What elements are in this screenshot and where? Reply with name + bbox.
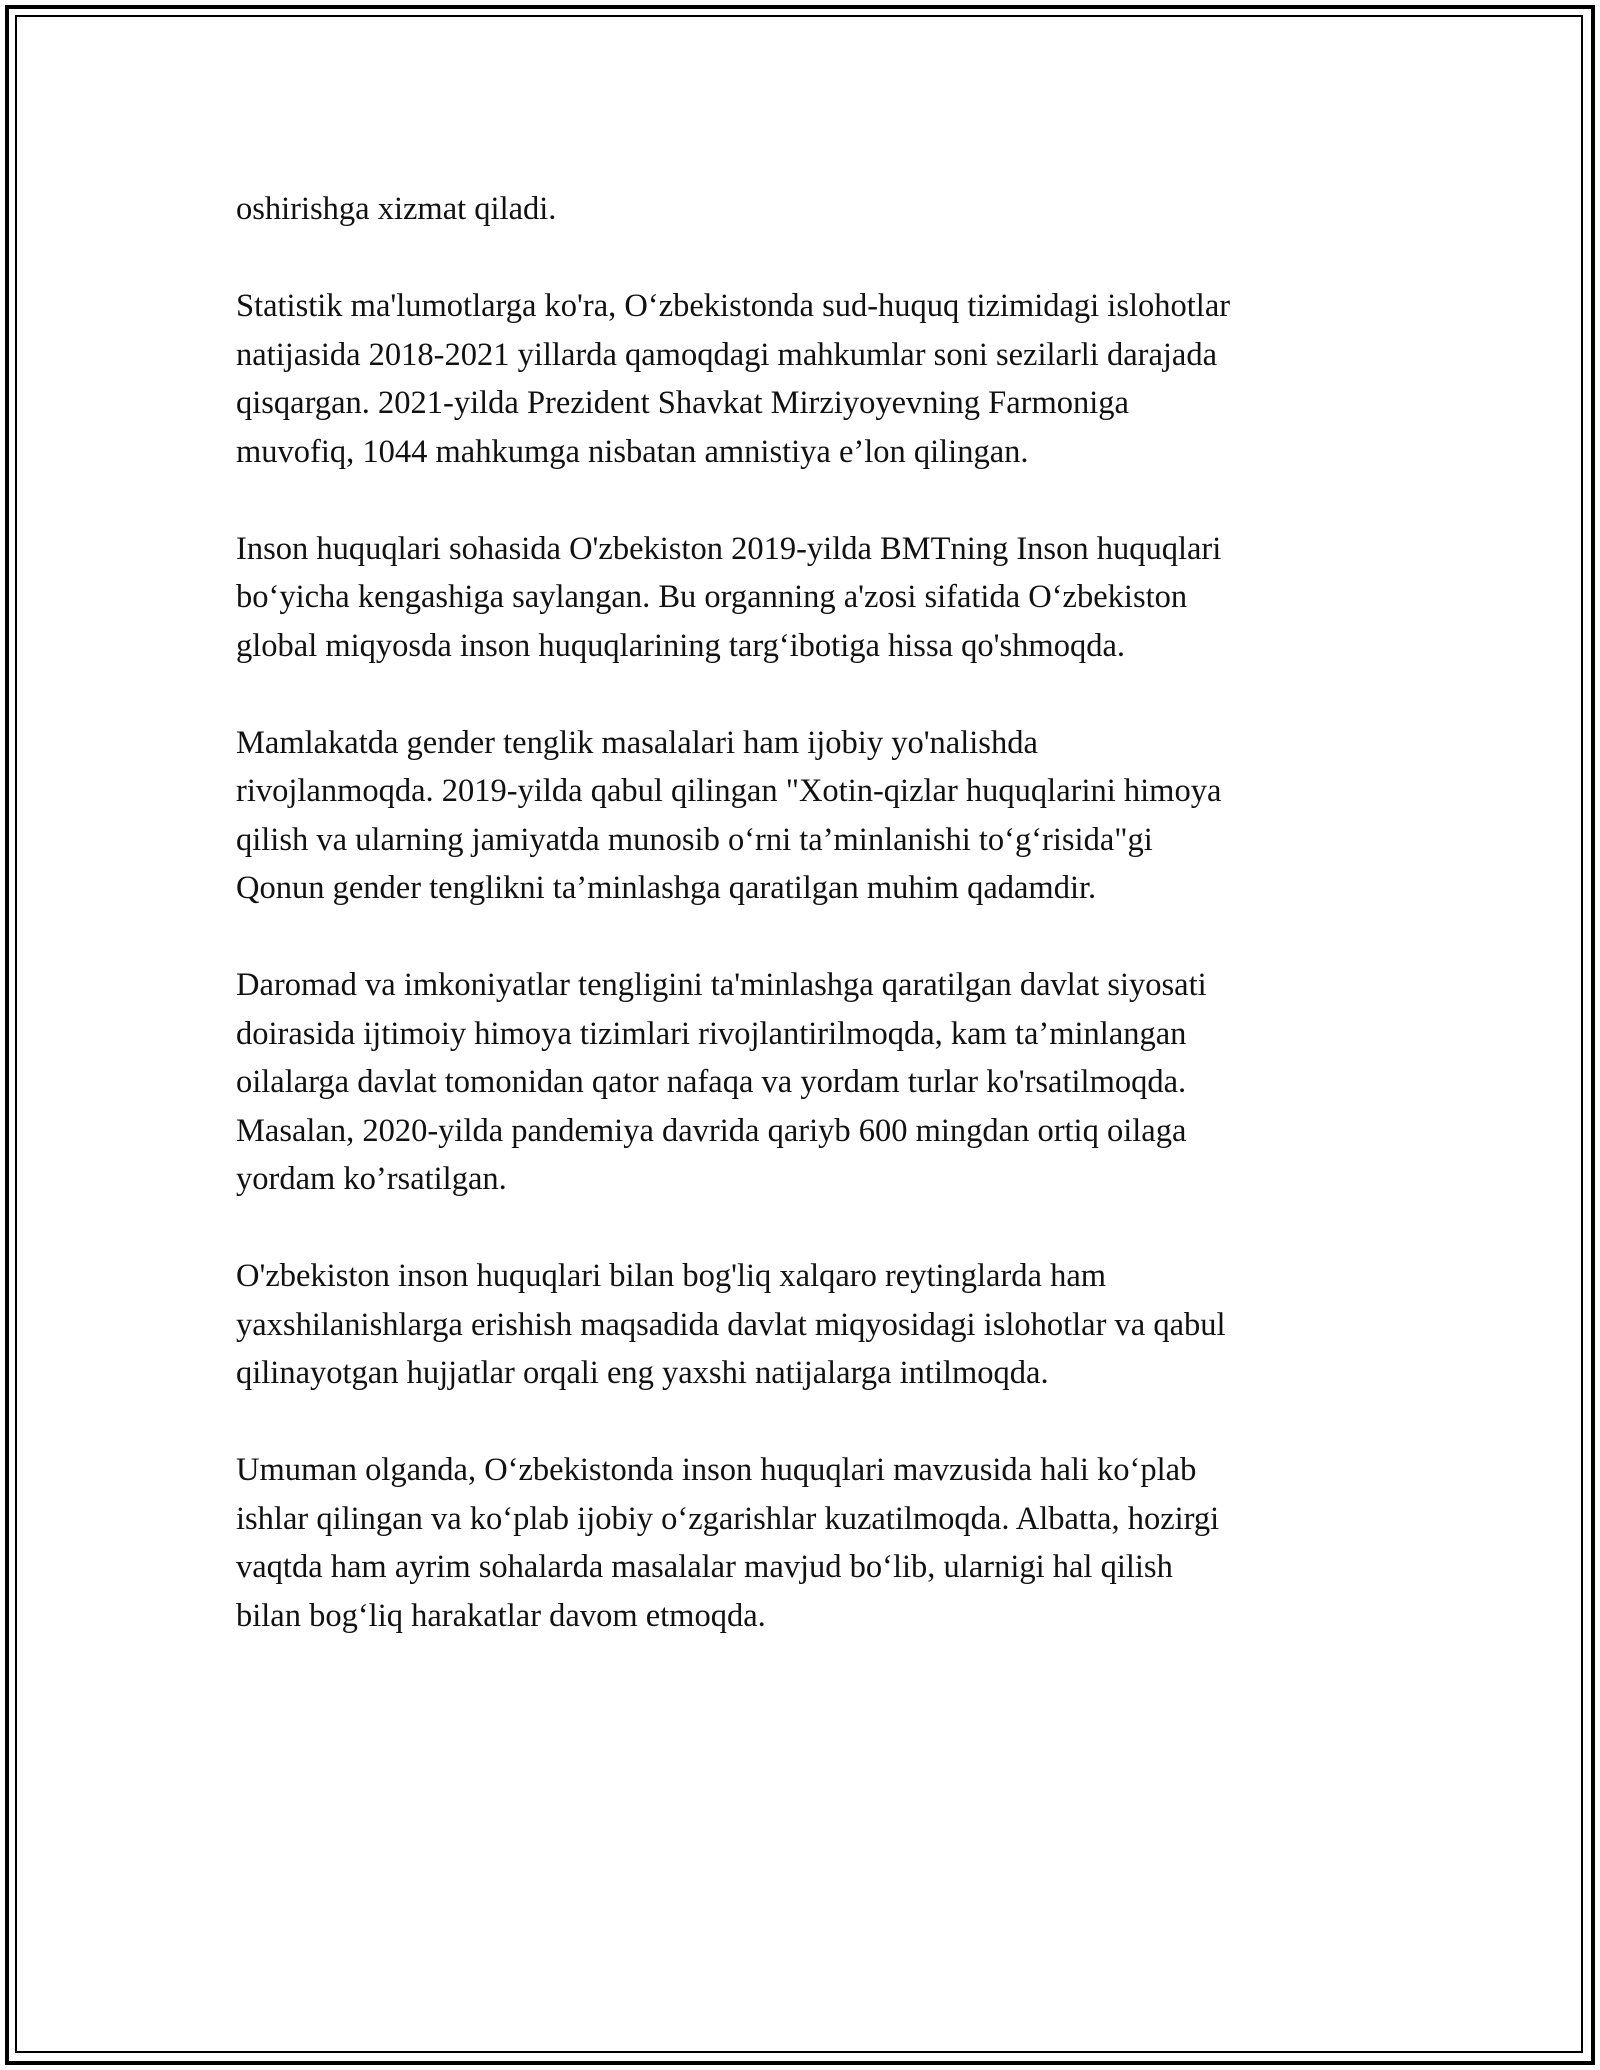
- paragraph-social-protection: Daromad va imkoniyatlar tengligini ta'minlashga qaratilgan davlat siyosati doirasida ijtimoiy himoya tizimlari rivojlantirilmoqda, kam ta’minlangan oilalarga davlat tomonidan qator nafaqa va yordam turlar ko'rsatilmoqda. Masalan, 2020-yilda pandemiya davrida qariyb 600 mingdan ortiq oilaga yordam ko’rsatilgan.: [236, 967, 1207, 1197]
- paragraph-continuation: oshirishga xizmat qiladi.: [236, 191, 557, 227]
- document-body: [236, 185, 1386, 1689]
- paragraph-conclusion: Umuman olganda, O‘zbekistonda inson huquqlari mavzusida hali ko‘plab ishlar qilingan va ko‘plab ijobiy o‘zgarishlar kuzatilmoqda. Albatta, hozirgi vaqtda ham ayrim sohalarda masalalar mavjud bo‘lib, ularnigi hal qilish bilan bog‘liq harakatlar davom etmoqda.: [236, 1452, 1220, 1634]
- paragraph-international-ratings: O'zbekiston inson huquqlari bilan bog'liq xalqaro reytinglarda ham yaxshilanishlarga erishish maqsadida davlat miqyosidagi islohotlar va qabul qilinayotgan hujjatlar orqali eng yaxshi natijalarga intilmoqda.: [236, 1258, 1226, 1391]
- paragraph-un-council: Inson huquqlari sohasida O'zbekiston 2019-yilda BMTning Inson huquqlari bo‘yicha kengashiga saylangan. Bu organning a'zosi sifatida O‘zbekiston global miqyosda inson huquqlarining targ‘ibotiga hissa qo'shmoqda.: [236, 530, 1222, 664]
- paragraph-statistics: Statistik ma'lumotlarga ko'ra, O‘zbekistonda sud-huquq tizimidagi islohotlar natijasida 2018-2021 yillarda qamoqdagi mahkumlar soni sezilarli darajada qisqargan. 2021-yilda Prezident Shavkat Mirziyoyevning Farmoniga muvofiq, 1044 mahkumga nisbatan amnistiya e’lon qilingan.: [236, 288, 1231, 470]
- paragraph-gender-equality: Mamlakatda gender tenglik masalalari ham ijobiy yo'nalishda rivojlanmoqda. 2019-yilda qabul qilingan "Xotin-qizlar huquqlarini himoya qilish va ularning jamiyatda munosib o‘rni ta’minlanishi to‘g‘risida"gi Qonun gender tenglikni ta’minlashga qaratilgan muhim qadamdir.: [236, 724, 1222, 906]
